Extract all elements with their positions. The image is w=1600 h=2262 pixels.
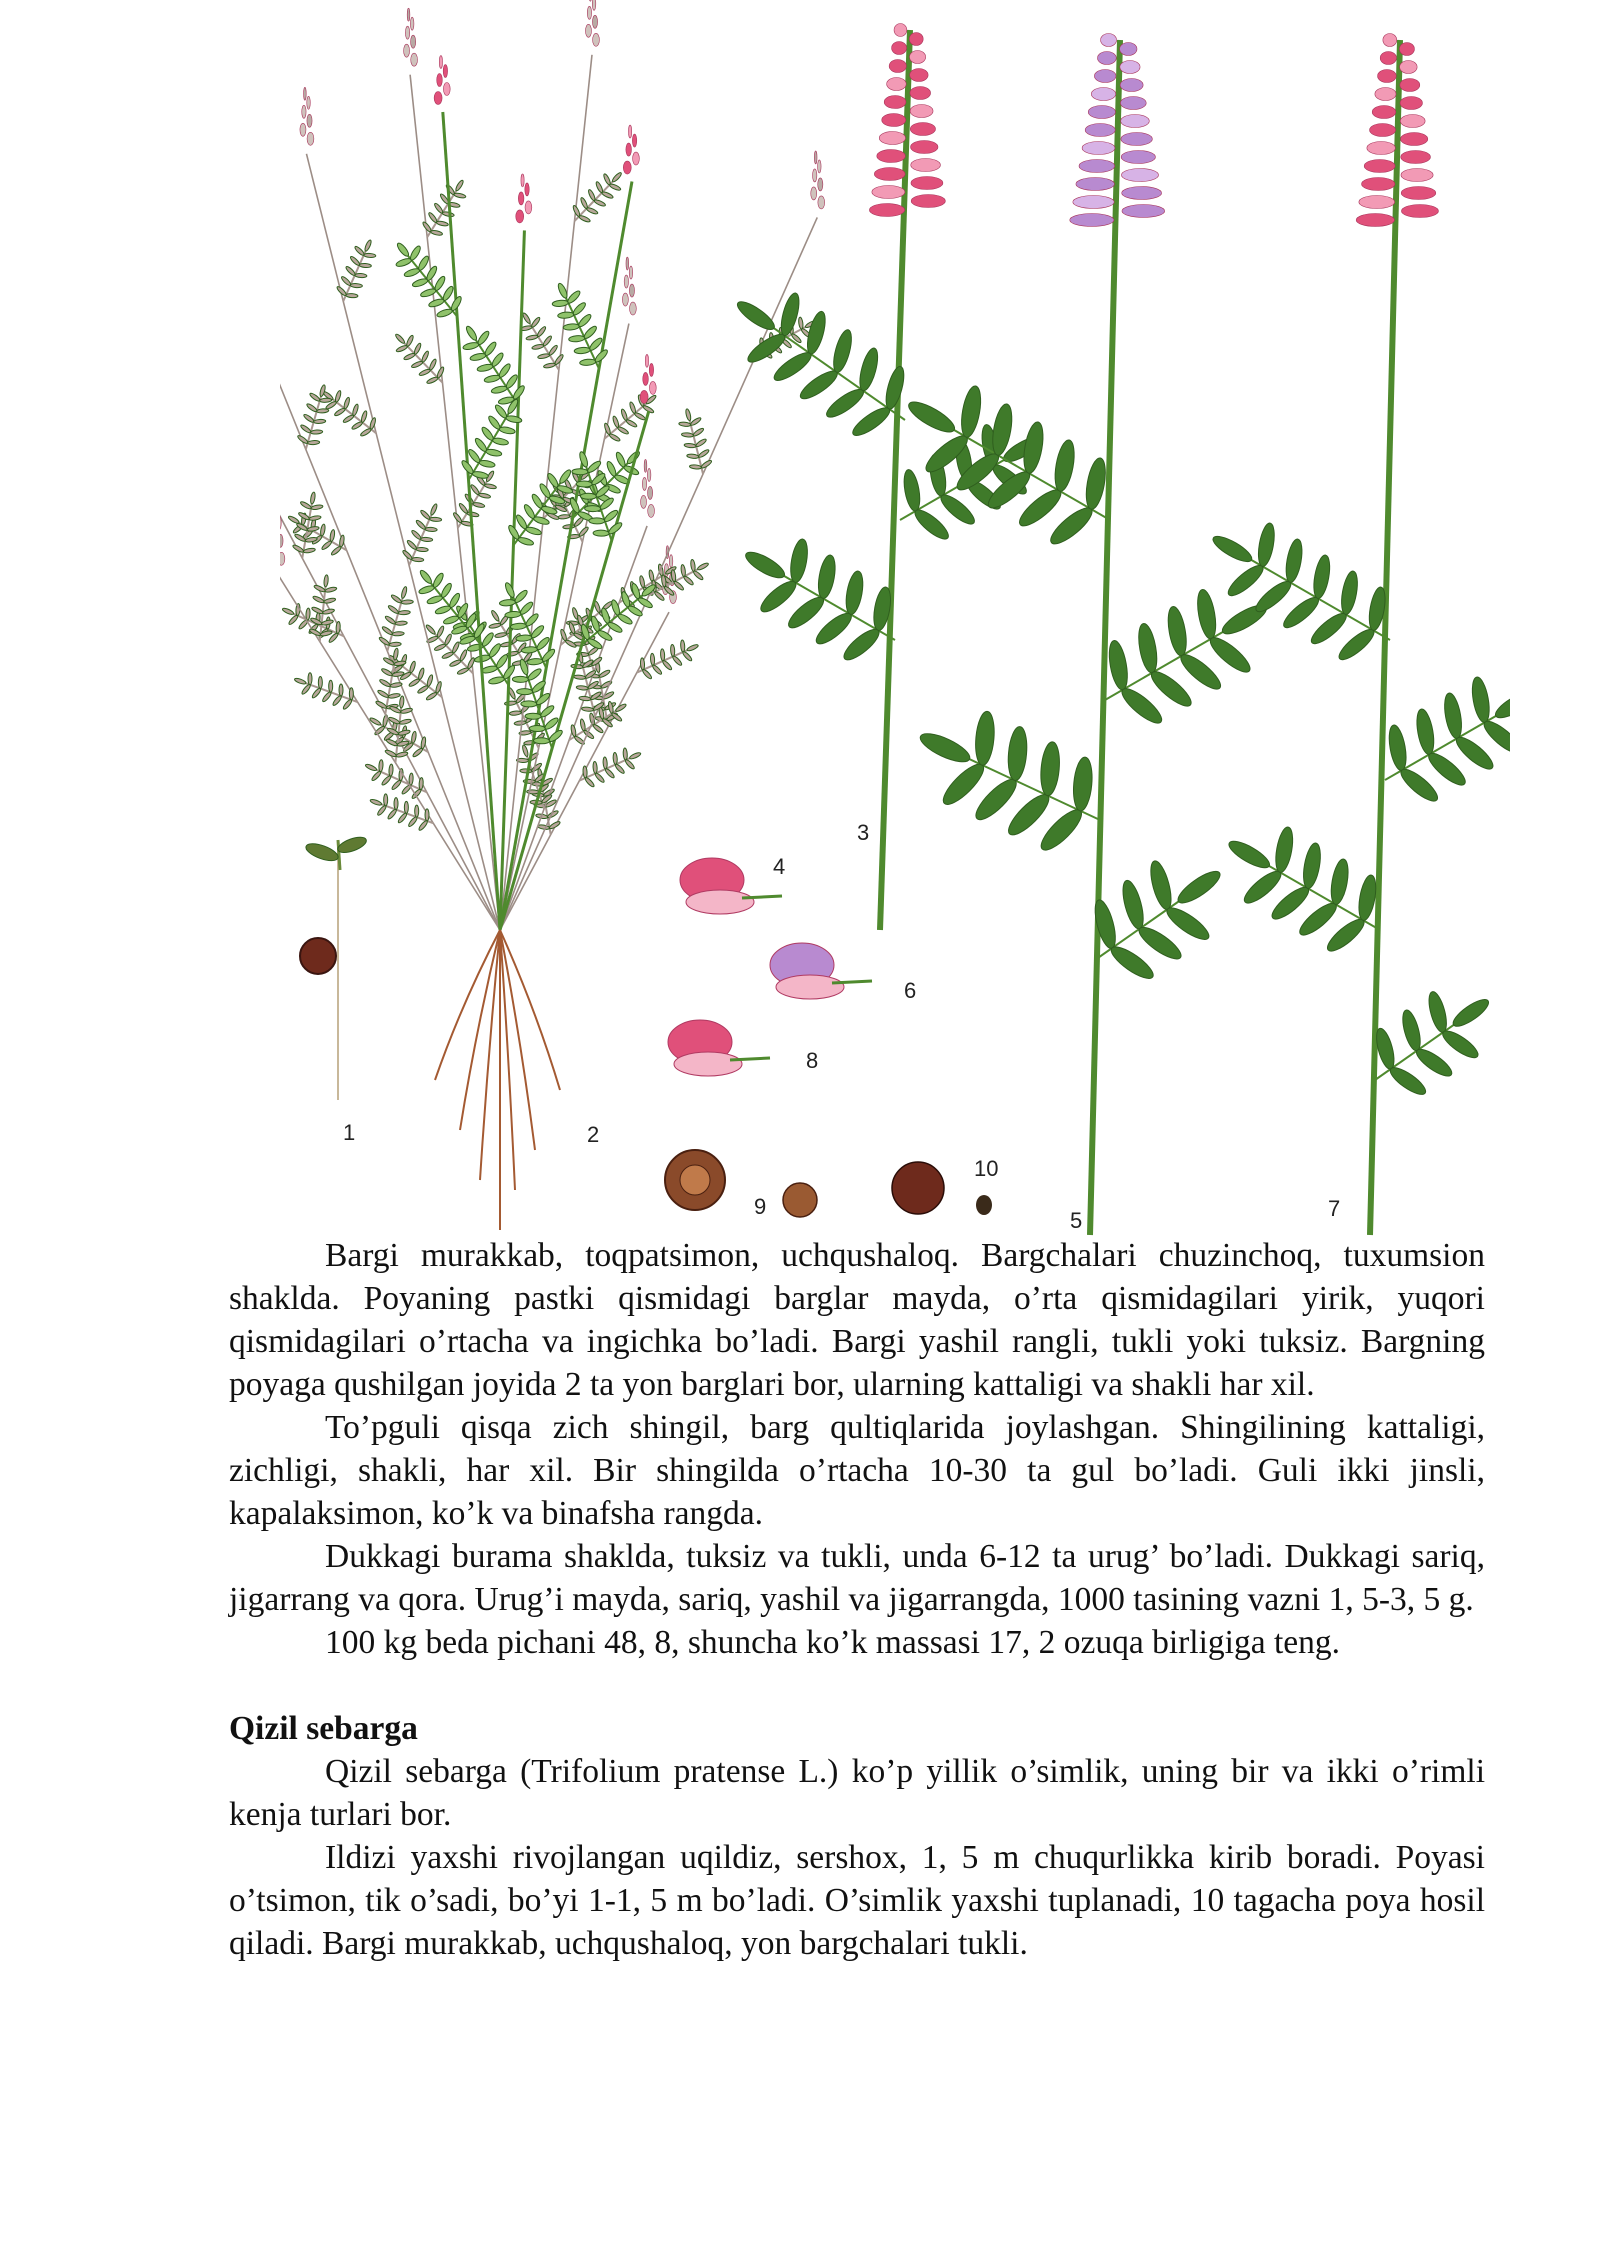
plant-1-seedling (300, 834, 368, 1100)
section-heading: Qizil sebarga (229, 1710, 418, 1747)
paragraph-red-clover-intro: Qizil sebarga (Trifolium pratense L.) ko’p yillik o’simlik, uning bir va ikki o’rimli kenja turlari bor. (229, 1753, 1485, 1833)
paragraph-pod-seed: Dukkagi burama shaklda, tuksiz va tukli, unda 6-12 ta urug’ bo’ladi. Dukkagi sariq, jigarrang va qora. Urug’i mayda, sariq, yashil va jigarrangda, 1000 tasining vazni 1, 5-3, 5 g. (229, 1538, 1485, 1618)
paragraph-leaf-description: Bargi murakkab, toqpatsimon, uchqushaloq. Bargchalari chuzinchoq, tuxumsion shaklda. Poyaning pastki qismidagi barglar mayda, o’rta qismidagilari yirik, yuqori qismidagilari o’rtacha va ingichka bo’ladi. Bargi yashil rangli, tukli yoki tuksiz. Bargning poyaga qushilgan joyida 2 ta yon barglari bor, ularning kattaligi va shakli har xil. (229, 1237, 1485, 1403)
body-text (229, 1234, 1485, 1965)
figure-label-9: 9 (754, 1194, 767, 1219)
figure-label-10: 10 (974, 1156, 999, 1181)
figure-label-3: 3 (857, 820, 870, 845)
paragraph-feed-value: 100 kg beda pichani 48, 8, shuncha ko’k massasi 17, 2 ozuqa birligiga teng. (325, 1624, 1341, 1661)
figure-label-7: 7 (1328, 1196, 1341, 1221)
figure-label-5: 5 (1070, 1208, 1083, 1233)
figure-label-2: 2 (587, 1122, 600, 1147)
botanical-illustration (280, 0, 1510, 1240)
plant-7-flowering-stem (1210, 34, 1510, 1236)
plant-2-dry-sainfoin (280, 0, 825, 1230)
figure-label-8: 8 (806, 1048, 819, 1073)
flower-6 (770, 943, 872, 999)
plant-5-flowering-stem (905, 34, 1270, 1236)
pod-9 (665, 1150, 817, 1217)
flower-8 (668, 1020, 770, 1076)
figure-label-1: 1 (343, 1120, 356, 1145)
paragraph-inflorescence: To’pguli qisqa zich shingil, barg qultiqlarida joylashgan. Shingilining kattaligi, zichligi, shakli, har xil. Bir shingilda o’rtacha 10-30 ta gul bo’ladi. Guli ikki jinsli, kapalaksimon, ko’k va binafsha rangda. (229, 1409, 1485, 1532)
paragraph-red-clover-root: Ildizi yaxshi rivojlangan uqildiz, sershox, 1, 5 m chuqurlikka kirib boradi. Poyasi o’tsimon, tik o’sadi, bo’yi 1-1, 5 m bo’ladi. O’simlik yaxshi tuplanadi, 10 tagacha poya hosil qiladi. Bargi murakkab, uchqushaloq, yon bargchalari tukli. (229, 1839, 1485, 1962)
figure-label-6: 6 (904, 978, 917, 1003)
flower-4 (680, 858, 782, 914)
figure-label-4: 4 (773, 854, 786, 879)
